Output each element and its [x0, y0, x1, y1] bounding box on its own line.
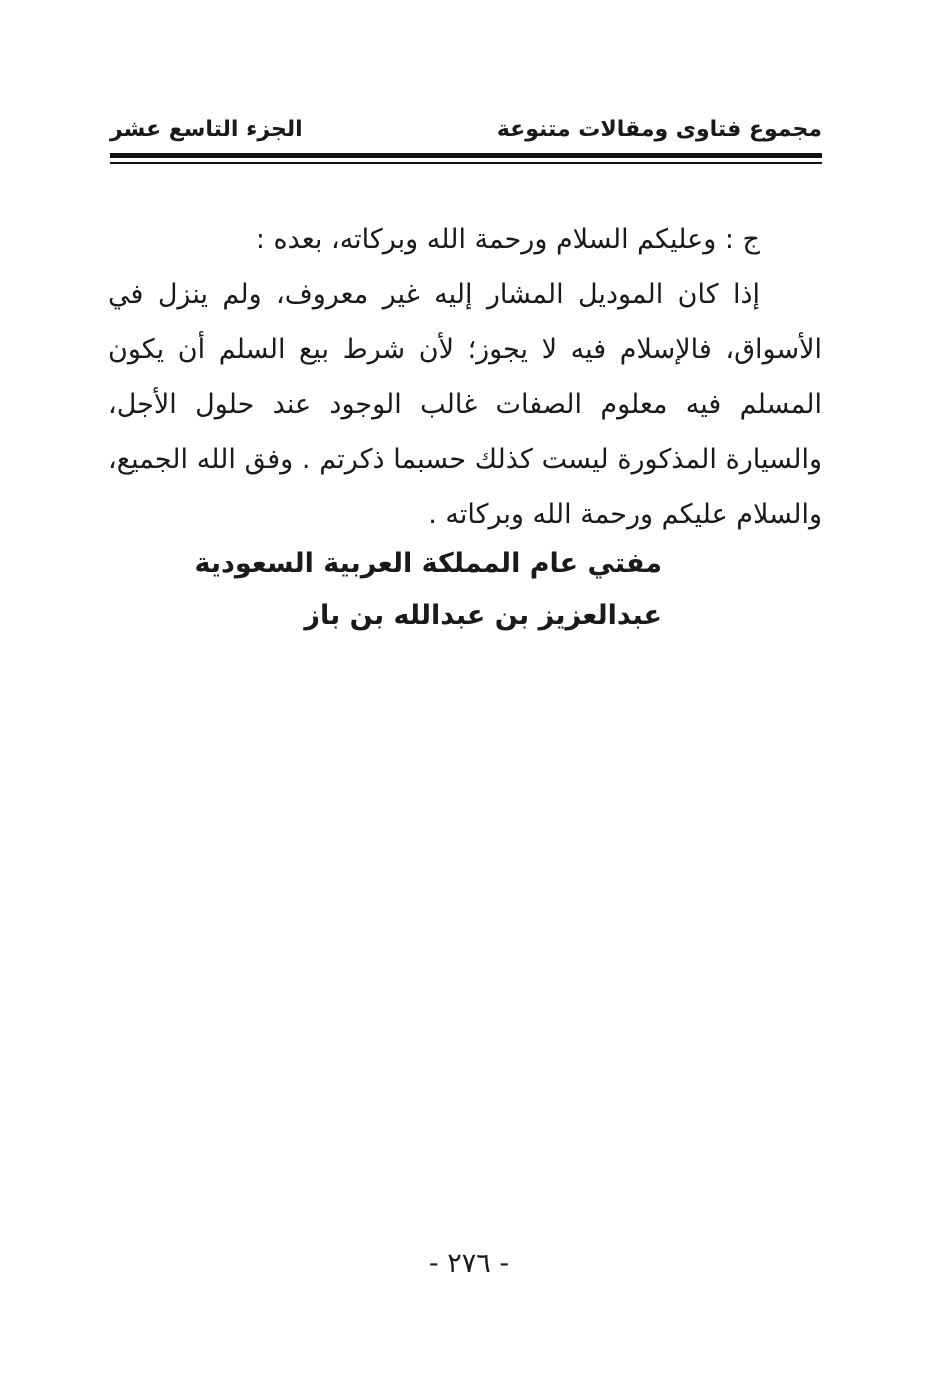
volume-label: الجزء التاسع عشر	[110, 117, 303, 142]
signature-name: عبدالعزيز بن عبدالله بن باز	[304, 600, 662, 631]
answer-opening: ج : وعليكم السلام ورحمة الله وبركاته، بعده :	[255, 224, 760, 255]
fatwa-body	[108, 212, 822, 542]
header-rule-thick	[110, 153, 822, 158]
answer-paragraph: إذا كان الموديل المشار إليه غير معروف، ولم ينزل في الأسواق، فالإسلام فيه لا يجوز؛ لأن شرط بيع السلم أن يكون المسلم فيه معلوم الصفات غالب الوجود عند حلول الأجل، والسيارة المذكورة ليست كذلك حسبما ذكرتم . وفق الله الجميع، والسلام عليكم ورحمة الله وبركاته .	[108, 279, 822, 530]
signature-title: مفتي عام المملكة العربية السعودية	[194, 548, 662, 579]
header-rule-thin	[110, 162, 822, 164]
signature-block	[108, 538, 822, 642]
running-header	[110, 112, 822, 152]
book-title: مجموع فتاوى ومقالات متنوعة	[496, 117, 822, 142]
page-number: - ٢٧٦ -	[428, 1248, 510, 1279]
